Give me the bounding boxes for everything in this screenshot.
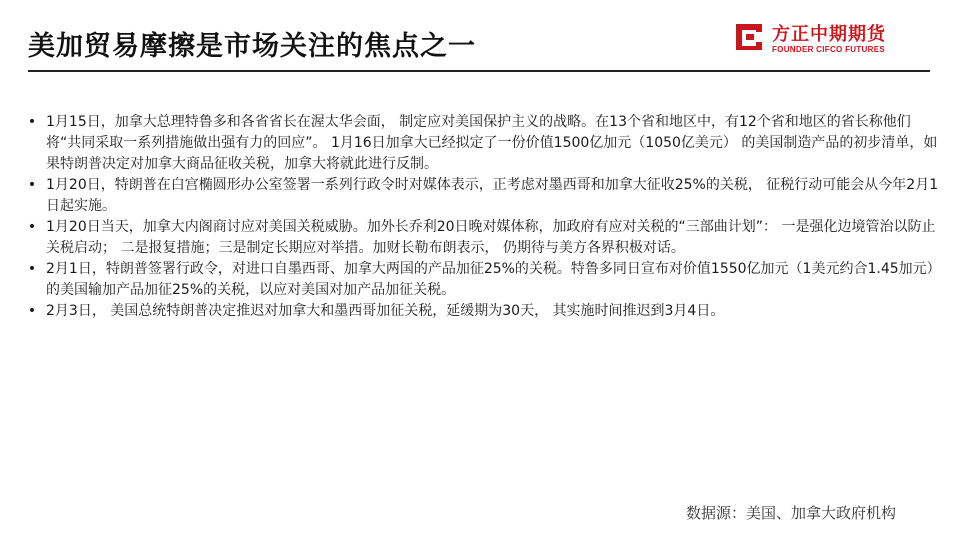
logo-name-cn: 方正中期期货 — [772, 24, 886, 45]
bullet-text: 1月20日当天，加拿大内阁商讨应对美国关税威胁。加外长乔利20日晚对媒体称，加政府有应对关税的“三部曲计划”： 一是强化边境管治以防止关税启动； 二是报复措施；三是制定长期应对举措。加财长勒布朗表示， 仍期待与美方各界积极对话。 — [46, 219, 936, 256]
bullet-marker: • — [27, 219, 37, 235]
slide-title: 美加贸易摩擦是市场关注的焦点之一 — [28, 31, 476, 62]
source-note: 数据源：美国、加拿大政府机构 — [685, 504, 896, 522]
bullet-marker: • — [27, 114, 37, 130]
list-item — [22, 259, 942, 301]
bullet-marker: • — [27, 177, 37, 193]
list-item — [22, 301, 942, 322]
bullet-marker: • — [27, 261, 37, 277]
list-item — [22, 112, 942, 175]
bullet-text: 2月1日，特朗普签署行政令，对进口自墨西哥、加拿大两国的产品加征25%的关税。特鲁多同日宣布对价值1550亿加元（1美元约合1.45加元） 的美国输加产品加征25%的关税，以应对美国对加产品加征关税。 — [46, 261, 941, 298]
title-divider — [28, 70, 930, 72]
list-item — [22, 175, 942, 217]
bullet-text: 1月15日，加拿大总理特鲁多和各省省长在渥太华会面， 制定应对美国保护主义的战略。在13个省和地区中，有12个省和地区的省长称他们将“共同采取一系列措施做出强有力的回应”。 1月16日加拿大已经拟定了一份价值1500亿加元（1050亿美元） 的美国制造产品的初步清单，如果特朗普决定对加拿大商品征收关税，加拿大将就此进行反制。 — [46, 114, 938, 172]
logo-name-en: FOUNDER CIFCO FUTURES — [772, 45, 885, 54]
bullet-marker: • — [27, 303, 37, 319]
company-logo — [732, 18, 932, 58]
bullet-list — [22, 112, 942, 322]
bullet-text: 1月20日，特朗普在白宫椭圆形办公室签署一系列行政令时对媒体表示，正考虑对墨西哥和加拿大征收25%的关税， 征税行动可能会从今年2月1日起实施。 — [46, 177, 939, 214]
bullet-text: 2月3日， 美国总统特朗普决定推迟对加拿大和墨西哥加征关税，延缓期为30天， 其实施时间推迟到3月4日。 — [46, 303, 725, 319]
list-item — [22, 217, 942, 259]
founder-logo-icon — [732, 20, 766, 54]
